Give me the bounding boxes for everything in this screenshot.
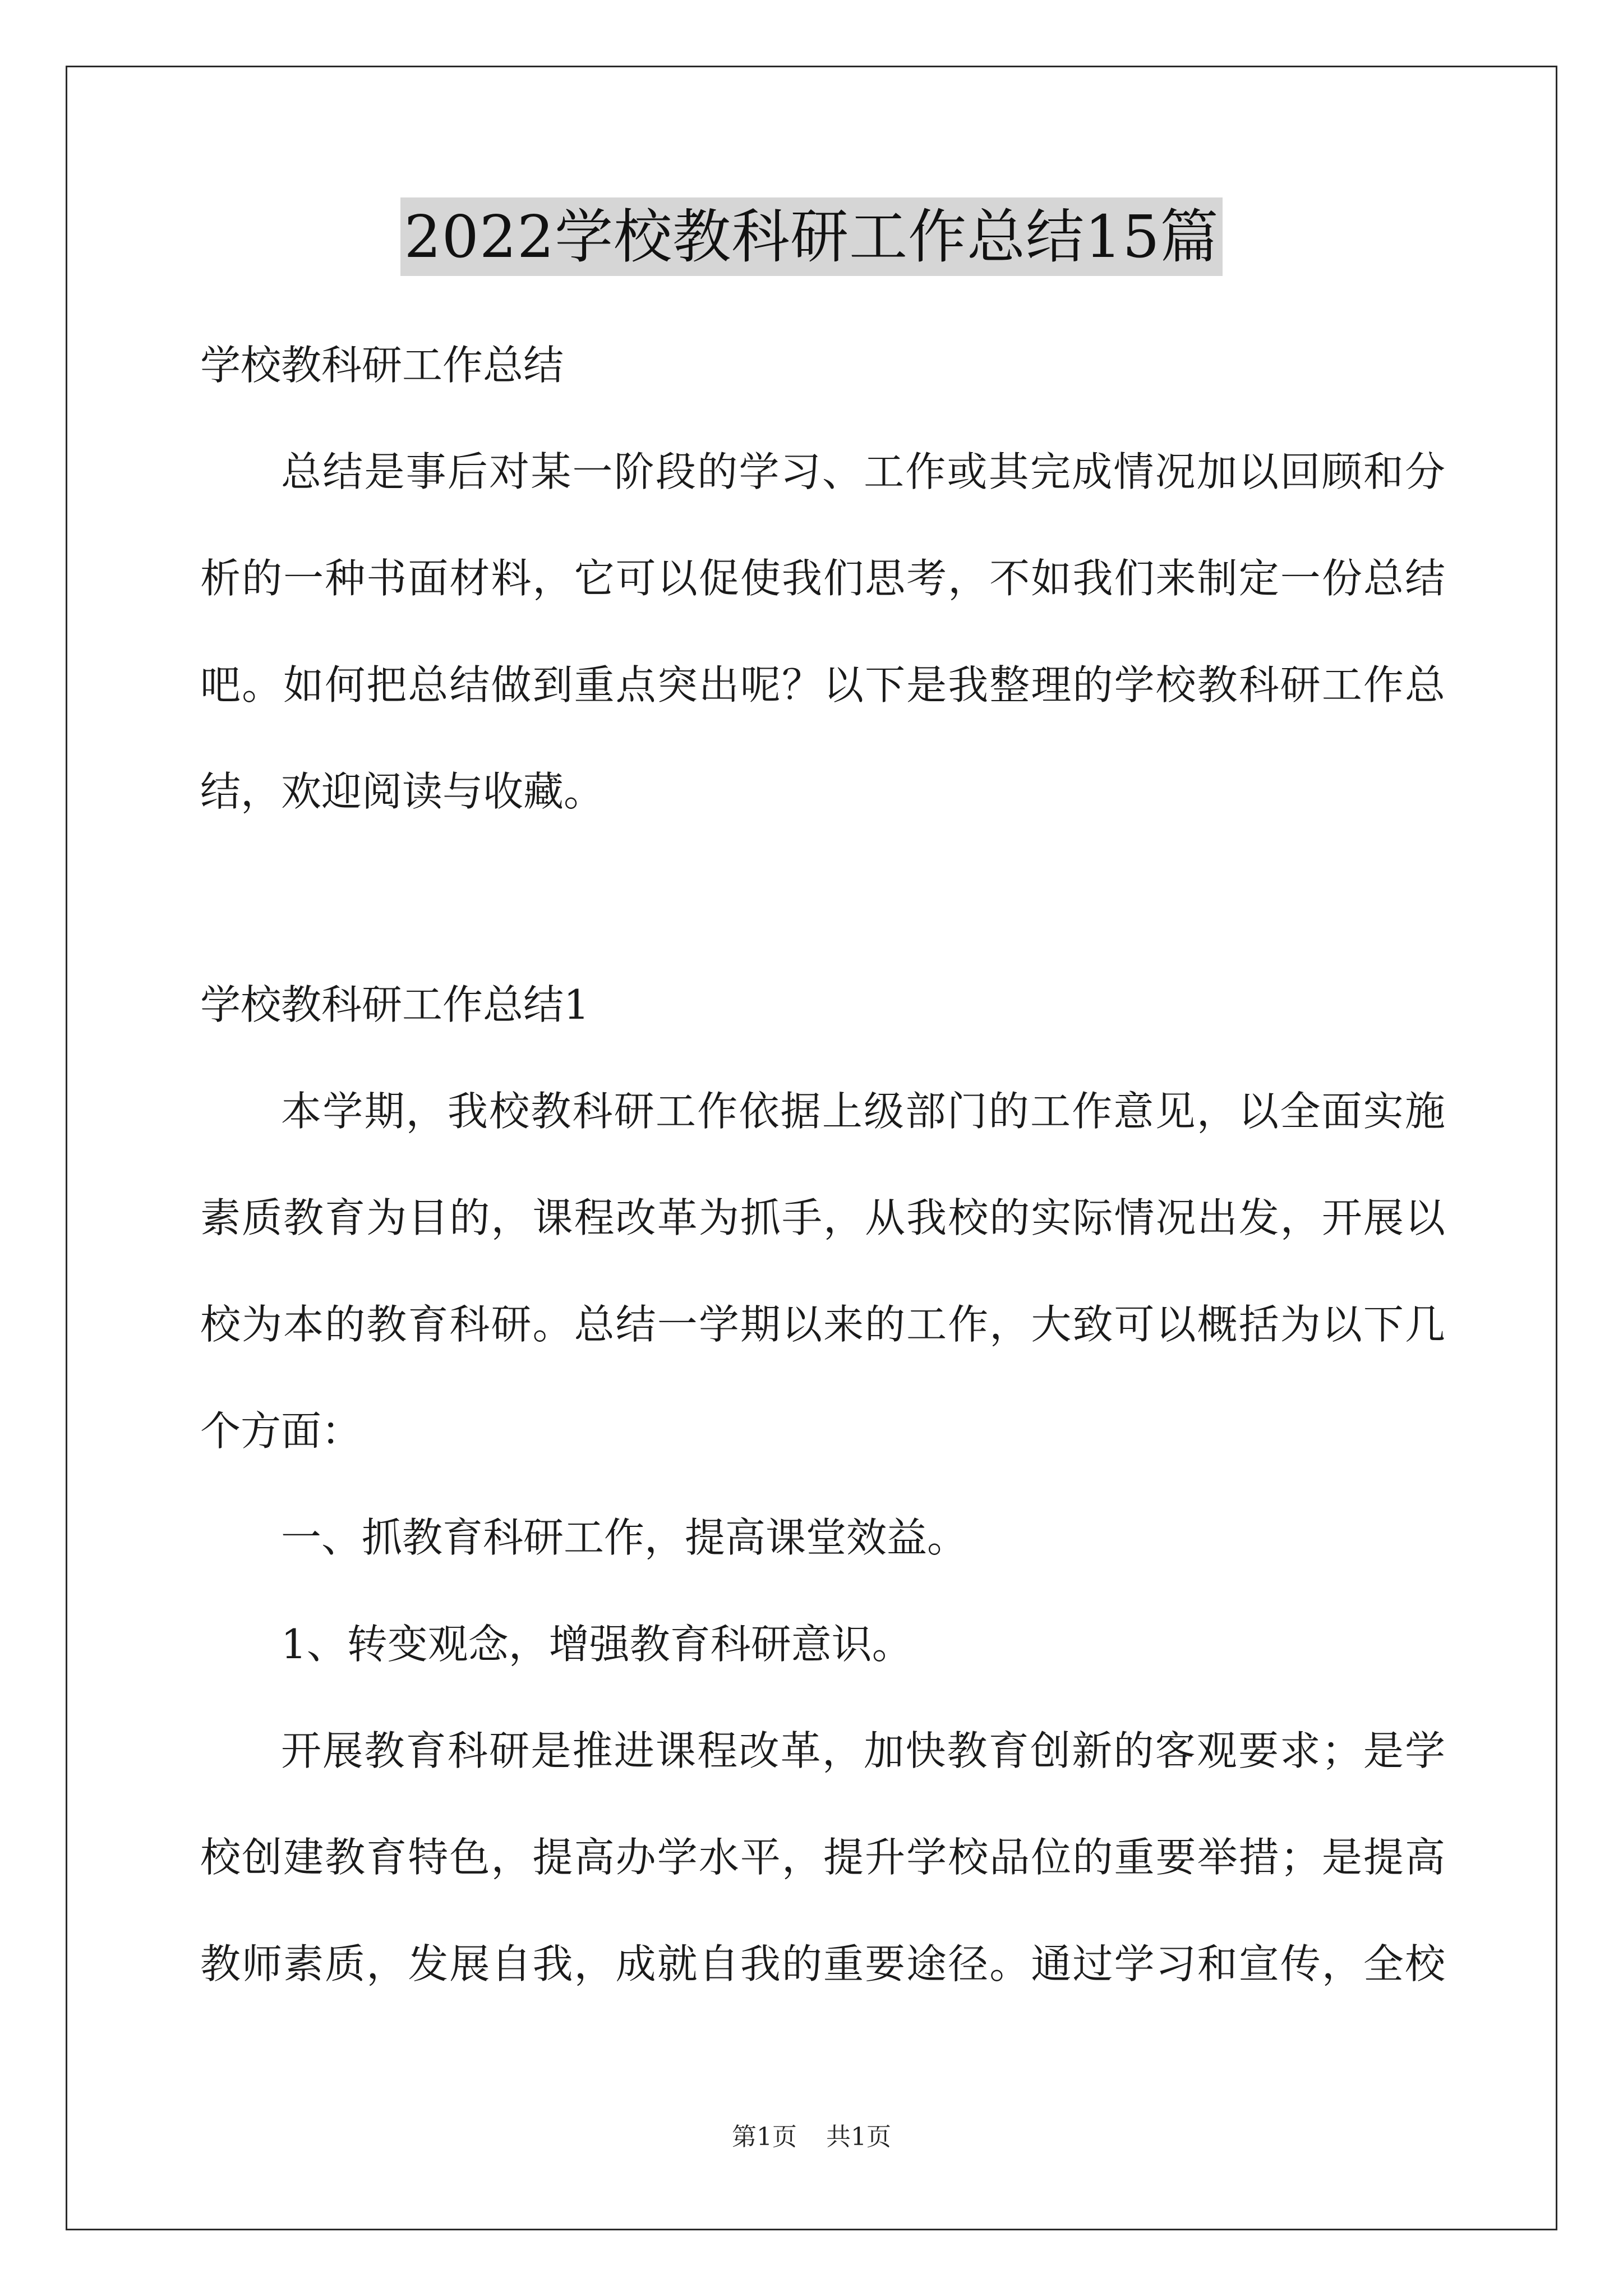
title-container <box>0 197 1623 276</box>
text-line: 校创建教育特色，提高办学水平，提升学校品位的重要举措；是提高 <box>200 1834 1445 1881</box>
document-title: 2022学校教科研工作总结15篇 <box>400 197 1222 276</box>
document-body <box>200 312 1445 2017</box>
text-line: 学校教科研工作总结 <box>200 342 564 389</box>
text-line: 校为本的教育科研。总结一学期以来的工作，大致可以概括为以下几 <box>200 1301 1445 1348</box>
text-line: 一、抓教育科研工作，提高课堂效益。 <box>281 1514 968 1561</box>
text-line: 析的一种书面材料，它可以促使我们思考，不如我们来制定一份总结 <box>200 555 1445 602</box>
text-line: 素质教育为目的，课程改革为抓手，从我校的实际情况出发，开展以 <box>200 1194 1445 1241</box>
text-line: 结，欢迎阅读与收藏。 <box>200 768 605 815</box>
text-line: 总结是事后对某一阶段的学习、工作或其完成情况加以回顾和分 <box>281 448 1445 495</box>
paragraph-gap <box>200 845 1445 951</box>
page-footer <box>0 2120 1623 2154</box>
page-total: 共1页 <box>826 2123 891 2151</box>
text-line: 教师素质，发展自我，成就自我的重要途径。通过学习和宣传，全校 <box>200 1940 1445 1987</box>
text-line: 开展教育科研是推进课程改革，加快教育创新的客观要求；是学 <box>281 1727 1445 1774</box>
page-number: 第1页 <box>732 2123 797 2151</box>
text-line: 1、转变观念，增强教育科研意识。 <box>281 1621 912 1668</box>
text-line: 学校教科研工作总结1 <box>200 981 589 1028</box>
text-line: 本学期，我校教科研工作依据上级部门的工作意见，以全面实施 <box>281 1088 1445 1135</box>
text-line: 个方面： <box>200 1407 362 1455</box>
text-line: 吧。如何把总结做到重点突出呢？以下是我整理的学校教科研工作总 <box>200 661 1445 708</box>
